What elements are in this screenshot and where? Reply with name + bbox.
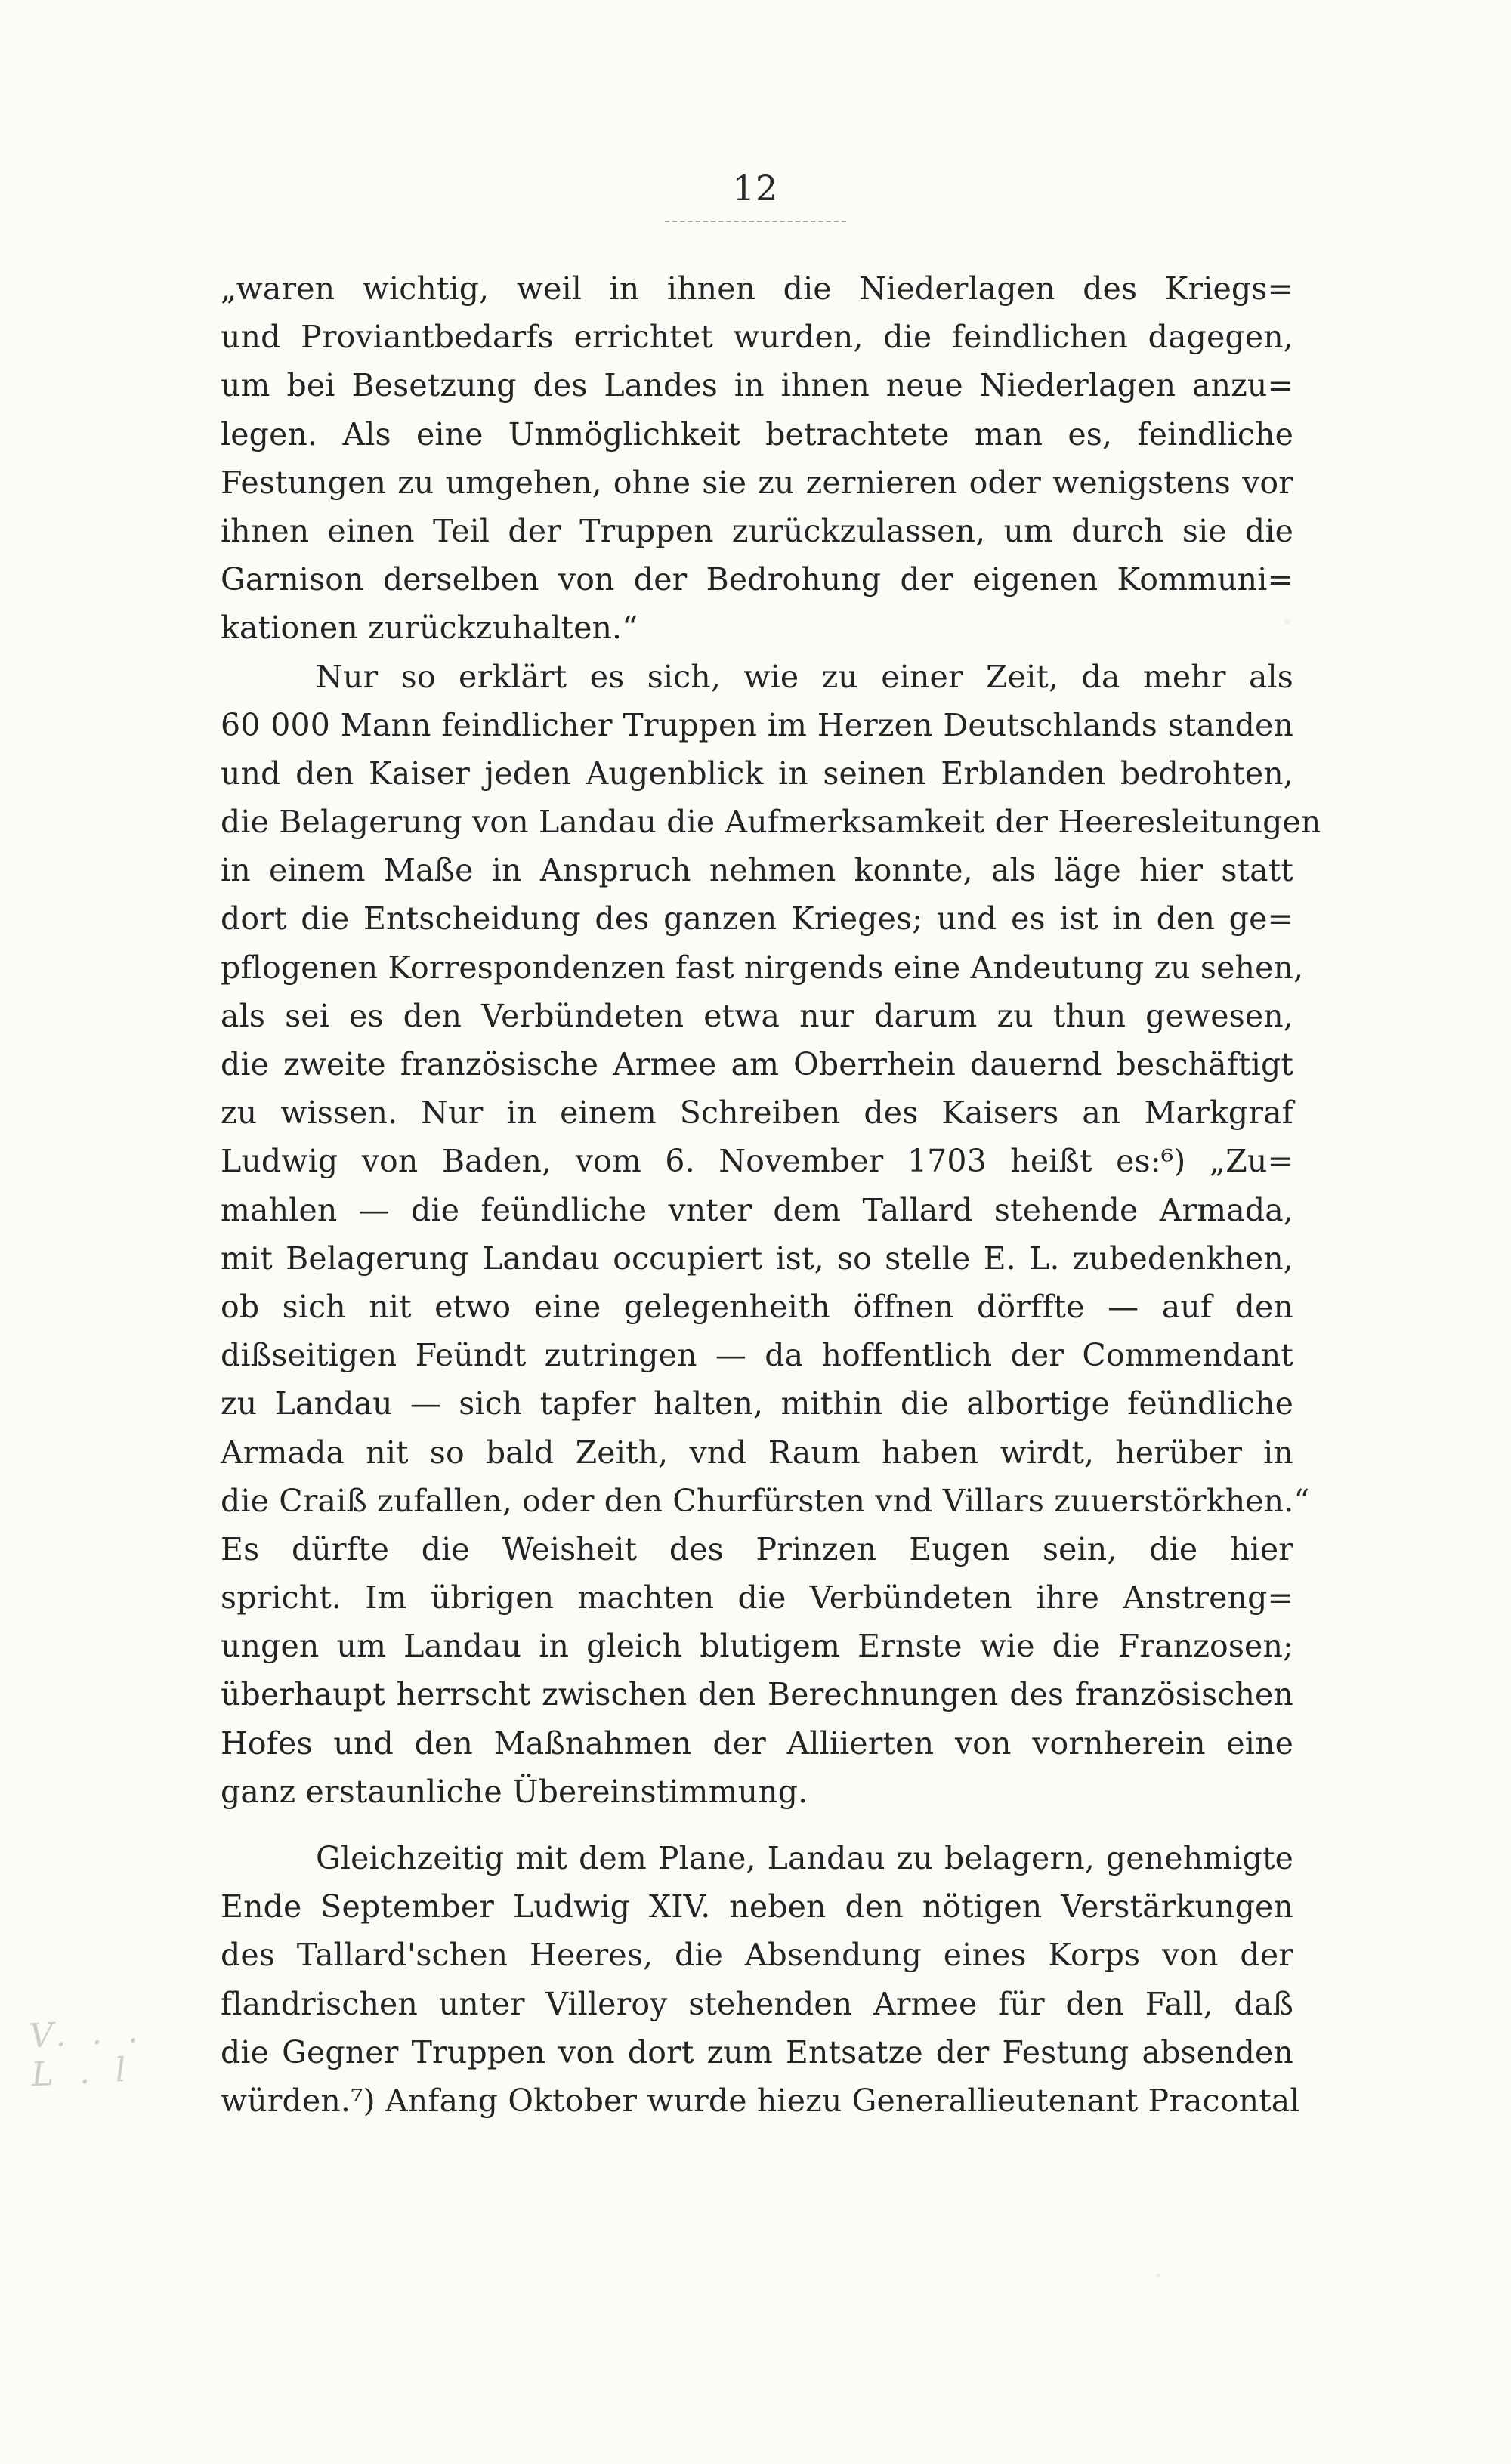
text-line-4: legen. Als eine Unmöglichkeit betrachtete man es, feindliche [221,415,1293,452]
text-line-3: um bei Besetzung des Landes in ihnen neue Niederlagen anzu= [221,367,1293,404]
text-line-38: würden.⁷) Anfang Oktober wurde hiezu Generallieutenant Pracontal [221,2082,1300,2119]
text-line-35: des Tallard'schen Heeres, die Absendung eines Korps von der [221,1937,1293,1974]
text-line-21: mit Belagerung Landau occupiert ist, so stelle E. L. zubedenkhen, [221,1240,1293,1277]
text-line-37: die Gegner Truppen von dort zum Entsatze der Festung absenden [221,2033,1293,2070]
margin-pencil-note: V. . . L . l [28,2011,147,2095]
text-line-15: pflogenen Korrespondenzen fast nirgends eine Andeutung zu sehen, [221,949,1304,986]
text-line-26: die Craiß zufallen, oder den Churfürsten vnd Villars zuuerstörkhen.“ [221,1482,1310,1519]
text-line-29: ungen um Landau in gleich blutigem Ernste wie die Franzosen; [221,1628,1293,1665]
paper-speck [1156,2274,1161,2277]
text-line-22: ob sich nit etwo eine gelegenheith öffnen dörffte — auf den [221,1288,1293,1325]
text-line-27: Es dürfte die Weisheit des Prinzen Eugen sein, die hier [221,1530,1293,1567]
page-number: 12 [732,168,779,208]
text-line-31: Hofes und den Maßnahmen der Alliierten von vornherein eine [221,1724,1293,1762]
text-line-11: und den Kaiser jeden Augenblick in seinen Erblanden bedrohten, [221,755,1293,792]
text-line-20: mahlen — die feündliche vnter dem Tallard stehende Armada, [221,1191,1293,1228]
text-line-28: spricht. Im übrigen machten die Verbündeten ihre Anstreng= [221,1579,1293,1616]
text-line-23: dißseitigen Feündt zutringen — da hoffentlich der Commendant [221,1337,1293,1374]
text-line-33: Gleichzeitig mit dem Plane, Landau zu belagern, genehmigte [316,1840,1293,1876]
text-line-8: kationen zurückzuhalten.“ [221,610,638,647]
text-line-30: überhaupt herrscht zwischen den Berechnungen des französischen [221,1676,1293,1713]
paper-speck [1284,619,1290,624]
text-line-18: zu wissen. Nur in einem Schreiben des Kaisers an Markgraf [221,1095,1293,1132]
text-line-16: als sei es den Verbündeten etwa nur darum zu thun gewesen, [221,997,1293,1034]
text-line-5: Festungen zu umgehen, ohne sie zu zernieren oder wenigstens vor [221,464,1293,501]
header-rule [665,221,846,222]
body-text [221,264,1321,2125]
text-line-17: die zweite französische Armee am Oberrhein dauernd beschäftigt [221,1046,1293,1082]
text-line-34: Ende September Ludwig XIV. neben den nötigen Verstärkungen [221,1888,1293,1925]
paper-speck [276,1700,280,1704]
text-line-1: „waren wichtig, weil in ihnen die Niederlagen des Kriegs= [221,270,1293,307]
text-line-19: Ludwig von Baden, vom 6. November 1703 heißt es:⁶) „Zu= [221,1143,1293,1180]
text-line-14: dort die Entscheidung des ganzen Krieges; und es ist in den ge= [221,900,1293,937]
text-line-25: Armada nit so bald Zeith, vnd Raum haben wirdt, herüber in [221,1434,1293,1471]
text-line-24: zu Landau — sich tapfer halten, mithin die albortige feündliche [221,1385,1293,1422]
text-line-7: Garnison derselben von der Bedrohung der eigenen Kommuni= [221,561,1293,598]
text-line-36: flandrischen unter Villeroy stehenden Armee für den Fall, daß [221,1985,1293,2022]
text-line-10: 60 000 Mann feindlicher Truppen im Herzen Deutschlands standen [221,706,1293,743]
text-line-6: ihnen einen Teil der Truppen zurückzulassen, um durch sie die [221,512,1293,549]
text-line-13: in einem Maße in Anspruch nehmen konnte, als läge hier statt [221,852,1293,889]
text-line-12: die Belagerung von Landau die Aufmerksamkeit der Heeresleitungen [221,804,1321,841]
text-line-2: und Proviantbedarfs errichtet wurden, die feindlichen dagegen, [221,319,1293,356]
text-line-32: ganz erstaunliche Übereinstimmung. [221,1773,808,1810]
text-line-9: Nur so erklärt es sich, wie zu einer Zeit, da mehr als [316,658,1293,695]
